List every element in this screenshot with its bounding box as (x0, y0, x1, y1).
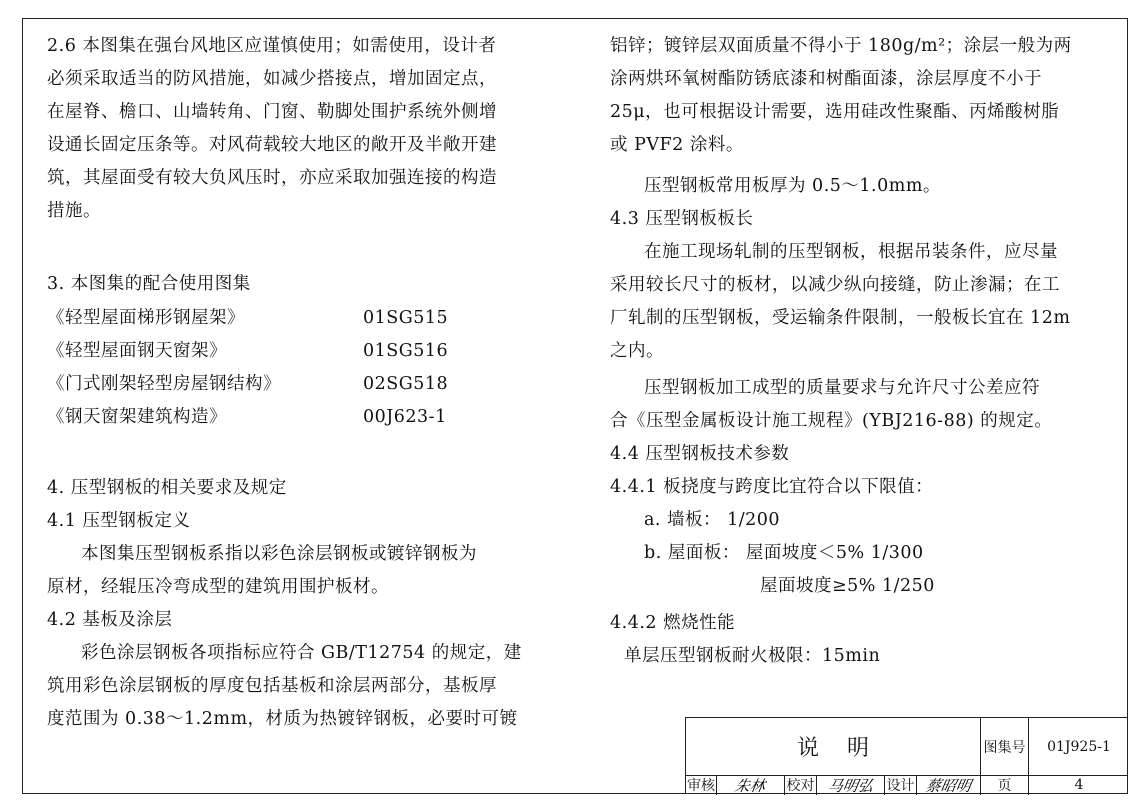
text-line: 4.2 基板及涂层 (47, 610, 173, 630)
review-label: 审核 (687, 778, 715, 794)
text-line: 彩色涂层钢板各项指标应符合 GB/T12754 的规定，建 (81, 643, 522, 663)
check-label: 校对 (786, 778, 815, 794)
text-line: a. 墙板： 1/200 (644, 510, 781, 530)
text-line: 筑用彩色涂层钢板的厚度包括基板和涂层两部分，基板厚 (47, 676, 497, 696)
text-line: 4.3 压型钢板板长 (610, 209, 754, 229)
atlas-ref-name: 《轻型屋面钢天窗架》 (47, 341, 227, 361)
title-block-top-row (686, 718, 1128, 776)
design-signature-cell (916, 775, 980, 795)
text-line: 厂轧制的压型钢板，受运输条件限制，一般板长宜在 12m (610, 308, 1071, 328)
text-line: 铝锌；镀锌层双面质量不得小于 180g/m²；涂层一般为两 (610, 36, 1072, 56)
text-line: 压型钢板常用板厚为 0.5～1.0mm。 (644, 176, 941, 196)
text-line: 设通长固定压条等。对风荷载较大地区的敞开及半敞开建 (47, 135, 497, 155)
atlas-ref-name: 《门式刚架轻型房屋钢结构》 (47, 374, 281, 394)
review-signature-cell (716, 775, 784, 795)
atlas-ref-code: 00J623-1 (363, 407, 447, 427)
text-line: 25μ，也可根据设计需要，选用硅改性聚酯、丙烯酸树脂 (610, 102, 1060, 122)
title-block (685, 717, 1128, 794)
atlas-ref-row (47, 335, 547, 368)
text-line: 4. 压型钢板的相关要求及规定 (47, 478, 287, 498)
text-line: 必须采取适当的防风措施，如减少搭接点，增加固定点， (47, 69, 497, 89)
text-line: 压型钢板加工成型的质量要求与允许尺寸公差应符 (644, 378, 1040, 398)
check-signature-cell (816, 775, 884, 795)
text-line: 涂两烘环氧树酯防锈底漆和树酯面漆，涂层厚度不小于 (610, 69, 1042, 89)
text-line: 或 PVF2 涂料。 (610, 135, 744, 155)
text-line: 4.4.2 燃烧性能 (610, 613, 736, 633)
text-line: 在施工现场轧制的压型钢板，根据吊装条件，应尽量 (644, 242, 1058, 262)
atlas-ref-row (47, 368, 547, 401)
page-no: 4 (1074, 777, 1084, 793)
page-no-cell (1028, 775, 1129, 795)
text-line: 措施。 (47, 201, 101, 221)
atlas-ref-code: 01SG515 (363, 308, 449, 328)
text-line: b. 屋面板： 屋面坡度＜5% 1/300 (644, 543, 924, 563)
atlas-ref-row (47, 302, 547, 335)
text-line: 2.6 本图集在强台风地区应谨慎使用；如需使用，设计者 (47, 36, 497, 56)
title-cell (686, 718, 980, 775)
atlas-no-label: 图集号 (983, 739, 1026, 756)
text-line: 度范围为 0.38～1.2mm，材质为热镀锌钢板，必要时可镀 (47, 709, 518, 729)
text-line: 采用较长尺寸的板材，以减少纵向接缝，防止渗漏；在工 (610, 275, 1060, 295)
title-block-bottom-row (686, 775, 1128, 795)
text-line: 单层压型钢板耐火极限：15min (624, 646, 881, 666)
sheet-title: 说明 (796, 736, 897, 761)
review-signature: 朱林 (733, 776, 767, 795)
text-line: 4.4.1 板挠度与跨度比宜符合以下限值： (610, 477, 934, 497)
atlas-ref-row (47, 401, 547, 434)
design-signature: 蔡昭明 (924, 776, 973, 795)
check-signature: 马明弘 (826, 776, 875, 795)
page-label: 页 (997, 778, 1012, 794)
text-line: 屋面坡度≥5% 1/250 (760, 576, 935, 596)
check-label-cell (784, 775, 816, 795)
atlas-ref-name: 《钢天窗架建筑构造》 (47, 407, 227, 427)
text-line: 4.1 压型钢板定义 (47, 511, 191, 531)
text-line: 之内。 (610, 341, 664, 361)
design-label: 设计 (886, 778, 915, 794)
page-label-cell (980, 775, 1028, 795)
atlas-ref-code: 02SG518 (363, 374, 449, 394)
text-line: 原材，经辊压冷弯成型的建筑用围护板材。 (47, 577, 389, 597)
text-line: 本图集压型钢板系指以彩色涂层钢板或镀锌钢板为 (81, 544, 477, 564)
atlas-no-label-cell (980, 718, 1028, 775)
atlas-no: 01J925-1 (1047, 738, 1111, 755)
text-line: 筑，其屋面受有较大负风压时，亦应采取加强连接的构造 (47, 168, 497, 188)
atlas-ref-name: 《轻型屋面梯形钢屋架》 (47, 308, 245, 328)
atlas-no-cell (1028, 718, 1129, 775)
review-label-cell (686, 775, 716, 795)
atlas-ref-code: 01SG516 (363, 341, 449, 361)
text-line: 4.4 压型钢板技术参数 (610, 444, 790, 464)
design-label-cell (884, 775, 916, 795)
text-line: 3. 本图集的配合使用图集 (47, 274, 251, 294)
text-line: 合《压型金属板设计施工规程》(YBJ216-88) 的规定。 (610, 411, 1053, 431)
text-line: 在屋脊、檐口、山墙转角、门窗、勒脚处围护系统外侧增 (47, 102, 497, 122)
